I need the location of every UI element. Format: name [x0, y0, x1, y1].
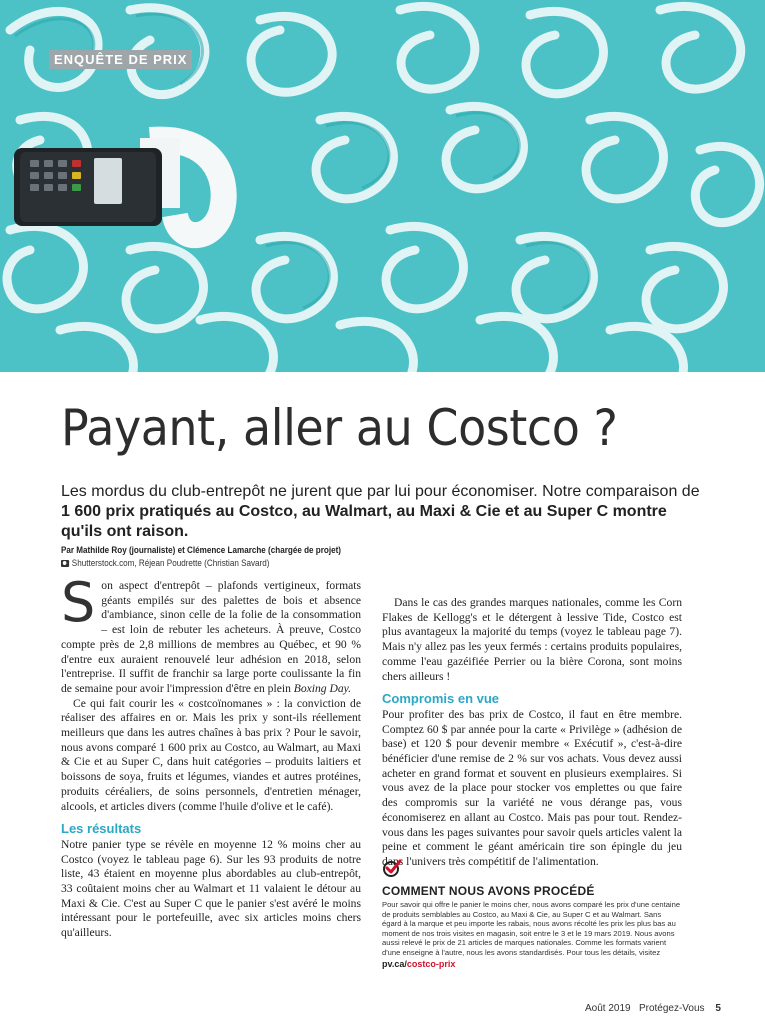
checkmark-icon	[382, 858, 402, 878]
paragraph-costcoinomanes: Ce qui fait courir les « costcoïnomanes » : la conviction de réaliser des affaires en or. Mais les prix y sont-ils réellement meilleurs que dans les autres chaînes à bas prix ? Pour le savoir, nous avons comparé 1 600 prix au Costco, au Walmart, au Maxi & Cie et au Super C, dans huit catégories – produits laitiers et boissons de soya, fruits et légumes, viandes et autres protéines, produits céréaliers, de soins personnels, d'entretien ménager, alcools, et articles divers (comme l'huile d'olive et le café).	[61, 696, 361, 813]
intro-italic: Boxing Day.	[293, 681, 352, 695]
lead-text: Les mordus du club-entrepôt ne jurent que par lui pour économiser. Notre comparaison de	[61, 483, 700, 500]
paragraph-results: Notre panier type se révèle en moyenne 12 % moins cher au Costco (voyez le tableau page 6). Sur les 93 produits de notre liste, 43 étaient en moyenne plus abordables au club-entrepôt, 33 coûtaient moins cher au Walmart et 11 valaient le détour au Maxi & Cie. C'est au Super C que le panier s'est avéré le moins intéressant pour le portefeuille, avec six articles moins chers qu'ailleurs.	[61, 837, 361, 940]
intro-paragraph	[61, 571, 361, 697]
photo-credit-text: Shutterstock.com, Réjean Poudrette (Christian Savard)	[71, 558, 270, 568]
photo-credit	[61, 558, 646, 568]
camera-icon	[61, 560, 69, 567]
paragraph-brands: Dans le cas des grandes marques nationales, comme les Corn Flakes de Kellogg's et le détergent à lessive Tide, Costco est plus avantageux la majorité du temps (voyez le tableau page 7). Mais n'y allez pas les yeux fermés : certains produits populaires, comme l'eau gazéifiée Perrier ou la bière Corona, sont moins chers ailleurs !	[382, 596, 682, 683]
section-tag: ENQUÊTE DE PRIX	[49, 50, 192, 69]
heading-results: Les résultats	[61, 821, 142, 837]
method-body: Pour savoir qui offre le panier le moins cher, nous avons comparé les prix d'une centaine de produits semblables au Costco, au Maxi & Cie, au Super C et au Walmart. Sans égard à la marque et peu importe les rabais, nous avons récolté les prix les plus bas au moment de nos trois visites en magasin, soit entre le 3 et le 19 mars 2019. Nous avons aussi relevé le prix de 21 articles de marques nationales. Comme les formats varient d'une enseigne à l'autre, nous les avons standardisés. Pour tous les détails, visitez	[382, 900, 681, 957]
method-box	[382, 858, 682, 969]
byline: Par Mathilde Roy (journaliste) et Clémence Lamarche (chargée de projet)	[61, 545, 341, 555]
intro-text: on aspect d'entrepôt – plafonds vertigineux, formats géants empilés sur des palettes de bois et absence d'ambiance, sinon celle de la folie de la consommation – est loin de rebuter les acheteurs. À preuve, Costco compte près de 2,8 millions de membres au Québec, et 90 % d'entre eux auraient renouvelé leur adhésion en 2018, selon l'entreprise. Il suffit de franchir sa large porte coulissante la fin de semaine pour avoir l'impression d'être en plein	[61, 579, 361, 695]
page-footer	[585, 1003, 721, 1014]
footer-issue: Août 2019	[585, 1003, 631, 1014]
method-link-suffix: costco-prix	[406, 958, 456, 969]
heading-compromise: Compromis en vue	[382, 691, 500, 707]
lead-paragraph	[61, 482, 701, 542]
paragraph-compromise: Pour profiter des bas prix de Costco, il faut en être membre. Comptez 60 $ par année pour la carte « Privilège » (adhésion de base) et 120 $ pour devenir membre « Exécutif », c'est-à-dire bénéficier d'une remise de 2 % sur vos achats. Vous devez aussi acheter en grand format et souvent en plusieurs exemplaires. Si vous avez de la place pour stocker vos emplettes ou que faire des compromis sur la variété ne vous dérange pas, vous économiserez en allant au Costco. Mais pas pour tout. Rendez-vous dans les pages suivantes pour savoir quels articles valent la peine et comment le géant américain tire son épingle du jeu dans l'univers très compétitif de l'alimentation.	[382, 707, 682, 868]
drop-cap: S	[61, 571, 96, 634]
lead-bold-text: 1 600 prix pratiqués au Costco, au Walmart, au Maxi & Cie et au Super C montre qu'ils ont raison.	[61, 503, 667, 540]
footer-magazine: Protégez-Vous	[638, 1003, 705, 1014]
article-column-2	[382, 596, 682, 870]
article-column-1	[61, 571, 361, 941]
hero-image	[0, 0, 765, 372]
method-link[interactable]	[382, 959, 682, 969]
page-number: 5	[715, 1003, 721, 1014]
method-link-prefix: pv.ca/	[382, 958, 407, 969]
method-heading: COMMENT NOUS AVONS PROCÉDÉ	[382, 884, 595, 898]
page-title: Payant, aller au Costco ?	[61, 399, 618, 457]
